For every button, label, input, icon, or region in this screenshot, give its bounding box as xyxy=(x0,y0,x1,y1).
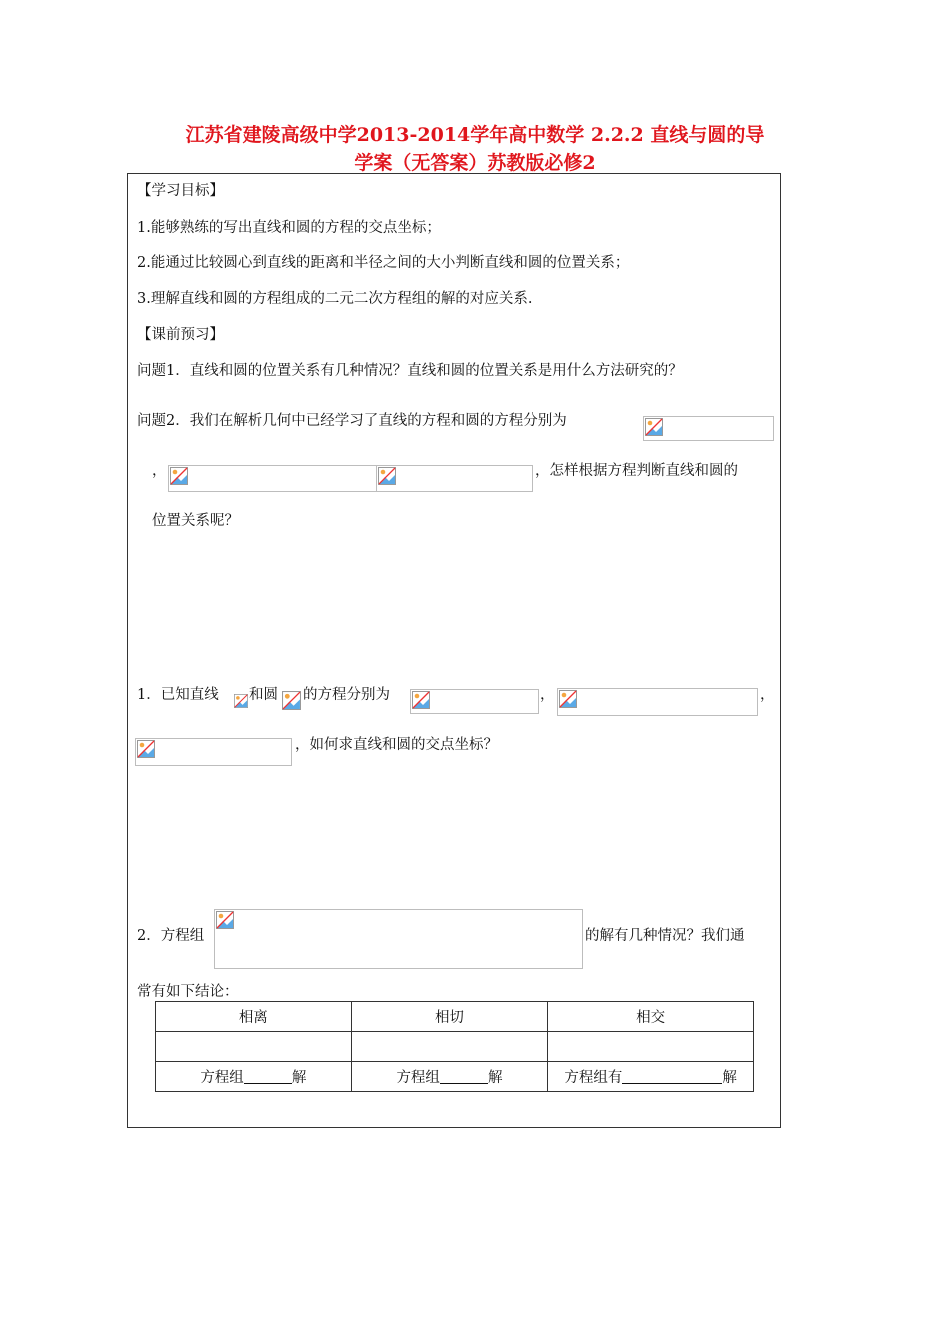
question-1: 问题1．直线和圆的位置关系有几种情况？直线和圆的位置关系是用什么方法研究的？ xyxy=(137,363,683,379)
question-2-end: 位置关系呢？ xyxy=(152,513,239,529)
cell-text: 解 xyxy=(487,1070,503,1086)
problem-1-circle: 和圆 xyxy=(249,687,278,703)
cell-text: 方程组有 xyxy=(564,1070,623,1086)
equation-image xyxy=(135,738,292,766)
cell-text: 解 xyxy=(291,1070,307,1086)
document-title-line-1: 江苏省建陵高级中学2013-2014学年高中数学 2.2.2 直线与圆的导 xyxy=(185,124,765,146)
summary-table xyxy=(155,1001,754,1092)
broken-image-icon xyxy=(234,692,248,710)
broken-image-icon xyxy=(282,691,301,710)
table-header-cell: 相切 xyxy=(351,1002,548,1032)
problem-1-start: 1．已知直线 xyxy=(137,687,219,703)
objectives-heading: 【学习目标】 xyxy=(137,183,224,199)
fill-blank[interactable] xyxy=(622,1069,722,1084)
fill-blank[interactable] xyxy=(244,1069,292,1084)
equation-image xyxy=(376,465,533,492)
document-title-line-2: 学案（无答案）苏教版必修2 xyxy=(354,152,596,174)
comma: ， xyxy=(152,463,167,479)
broken-image-icon xyxy=(170,467,188,485)
problem-2-conclusion: 常有如下结论： xyxy=(137,984,239,1000)
table-header-cell: 相交 xyxy=(548,1002,754,1032)
cell-text: 方程组 xyxy=(396,1070,440,1086)
equation-image xyxy=(643,416,774,441)
question-2-text: 问题2．我们在解析几何中已经学习了直线的方程和圆的方程分别为 xyxy=(137,413,567,429)
table-cell xyxy=(156,1062,352,1092)
problem-2-start: 2．方程组 xyxy=(137,928,205,944)
table-cell-empty xyxy=(156,1032,352,1062)
broken-image-icon xyxy=(559,690,577,708)
equation-image xyxy=(234,690,250,712)
problem-1-question: ，如何求直线和圆的交点坐标？ xyxy=(295,737,498,753)
broken-image-icon xyxy=(137,740,155,758)
problem-1-equations: 的方程分别为 xyxy=(303,687,390,703)
question-2-continued: ，怎样根据方程判断直线和圆的 xyxy=(535,463,738,479)
table-cell xyxy=(548,1062,754,1092)
table-row xyxy=(156,1032,754,1062)
table-cell-empty xyxy=(351,1032,548,1062)
equation-image xyxy=(282,690,303,712)
comma: ， xyxy=(760,687,775,703)
objective-item-1: 1.能够熟练的写出直线和圆的方程的交点坐标； xyxy=(137,220,441,236)
comma: ， xyxy=(540,687,555,703)
table-header-cell: 相离 xyxy=(156,1002,352,1032)
broken-image-icon xyxy=(412,691,430,709)
cell-text: 解 xyxy=(722,1070,737,1086)
broken-image-icon xyxy=(645,418,663,436)
table-header-row xyxy=(156,1002,754,1032)
preview-heading: 【课前预习】 xyxy=(137,327,224,343)
equation-system-image xyxy=(214,909,583,969)
fill-blank[interactable] xyxy=(440,1069,488,1084)
equation-image xyxy=(168,465,377,492)
equation-image xyxy=(410,689,539,714)
objective-item-3: 3.理解直线和圆的方程组成的二元二次方程组的解的对应关系. xyxy=(137,291,533,307)
broken-image-icon xyxy=(216,911,234,929)
table-cell-empty xyxy=(548,1032,754,1062)
objective-item-2: 2.能通过比较圆心到直线的距离和半径之间的大小判断直线和圆的位置关系； xyxy=(137,255,630,271)
table-row xyxy=(156,1062,754,1092)
equation-image xyxy=(557,688,758,716)
cell-text: 方程组 xyxy=(200,1070,244,1086)
table-cell xyxy=(351,1062,548,1092)
broken-image-icon xyxy=(378,467,396,485)
problem-2-question: 的解有几种情况？我们通 xyxy=(585,928,745,944)
